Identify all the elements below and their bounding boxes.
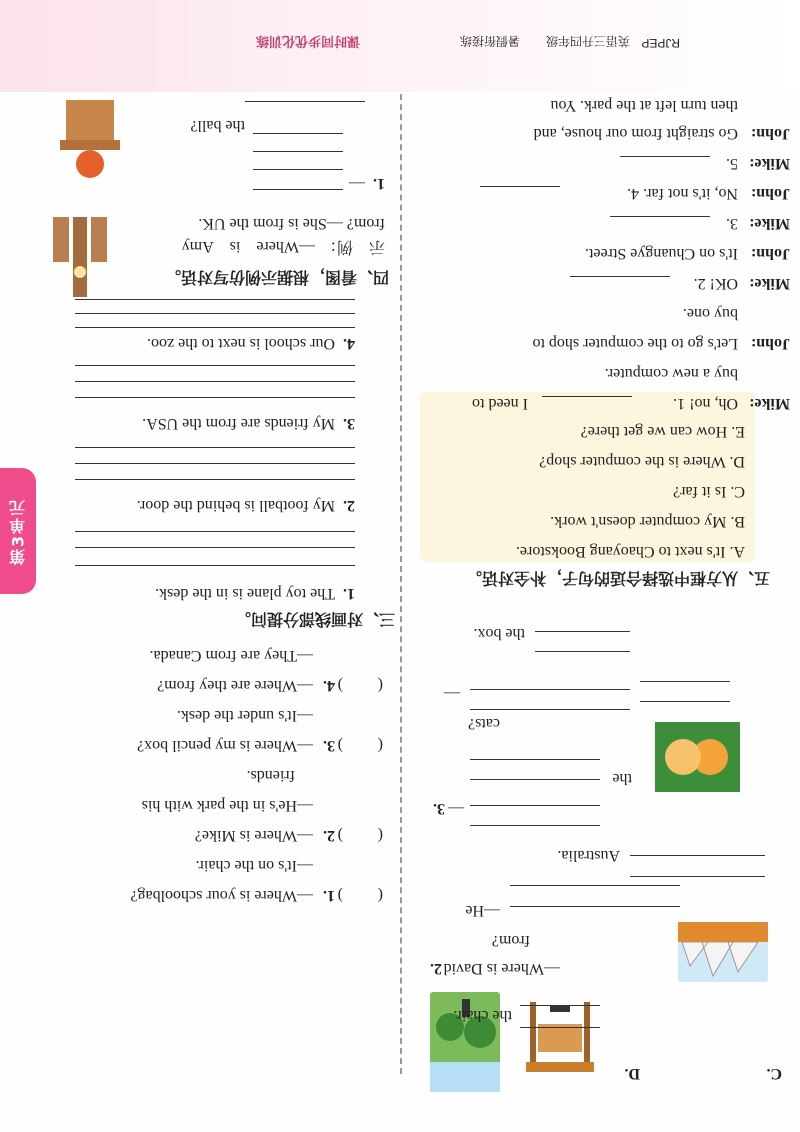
choice-number: 2.	[323, 827, 335, 844]
answer-line[interactable]	[630, 876, 765, 877]
option-a: A. It's next to Chaoyang Bookstore.	[515, 543, 745, 560]
column-divider	[400, 74, 402, 1074]
dialogue-speaker: John:	[750, 245, 790, 262]
item3-the: the	[612, 770, 632, 787]
choice-number: 4.	[323, 677, 335, 694]
answer-line[interactable]	[630, 855, 765, 856]
answer-line[interactable]	[542, 396, 632, 397]
dialogue-line: Go straight from our house, and	[533, 125, 738, 142]
desk-picture	[520, 992, 600, 1092]
option-e: E. How can we get there?	[580, 423, 745, 440]
item3-dash: —	[448, 800, 464, 817]
item3-number: 3.	[433, 800, 445, 817]
answer-line[interactable]	[470, 779, 600, 780]
answer-line[interactable]	[253, 133, 343, 134]
answer-line[interactable]	[510, 885, 680, 886]
option-c: C. Is it far?	[673, 483, 745, 500]
dialogue-line: 3.	[726, 215, 738, 232]
choice-paren: (	[377, 827, 383, 844]
dialogue-speaker: Mike:	[749, 155, 790, 172]
choice-number: 3.	[323, 737, 335, 754]
item2-answer-he: —He	[465, 902, 500, 919]
answer-line[interactable]	[75, 365, 355, 366]
example-line1: —Where is Amy	[181, 238, 315, 255]
s3-item-text: My friends are from the USA.	[142, 415, 335, 432]
answer-line[interactable]	[620, 156, 710, 157]
choice-answer: —He's in the park with his	[141, 797, 313, 814]
dialogue-line-cont: then turn left at the park. You	[550, 97, 738, 114]
choice-paren-close: )	[337, 827, 343, 844]
choice-answer-cont: friends.	[246, 767, 295, 784]
choice-paren: (	[377, 677, 383, 694]
answer-line[interactable]	[510, 906, 680, 907]
answer-line[interactable]	[75, 313, 355, 314]
s4-item-dash: —	[349, 175, 365, 192]
answer-line[interactable]	[253, 169, 343, 170]
answer-line[interactable]	[75, 299, 355, 300]
right-column	[0, 0, 395, 1132]
footer-subject: 英语三升四年级	[545, 34, 630, 48]
s4-item-tail: the ball?	[190, 117, 245, 134]
choice-number: 1.	[323, 887, 335, 904]
choice-question: —Where is Mike?	[194, 827, 313, 844]
answer-line[interactable]	[253, 189, 343, 190]
left-item1-tail: the chair.	[453, 1007, 512, 1024]
choice-question: —Where is your schoolbag?	[130, 887, 313, 904]
dialogue-speaker: John:	[750, 125, 790, 142]
item3-answer-dash: —	[444, 685, 460, 702]
dialogue-speaker: Mike:	[749, 275, 790, 292]
item2-answer-country: Australia.	[557, 847, 620, 864]
option-b: B. My computer doesn't work.	[550, 513, 745, 530]
cats-in-box-picture	[650, 717, 745, 802]
answer-line[interactable]	[470, 709, 630, 710]
option-c-label: C.	[766, 1065, 782, 1082]
choice-answer: —They are from Canada.	[149, 647, 313, 664]
dialogue-line-cont: buy one.	[682, 305, 738, 322]
item3-cats: cats?	[468, 715, 500, 732]
s3-item-number: 4.	[343, 335, 355, 352]
answer-line[interactable]	[470, 805, 600, 806]
dialogue-line: OK! 2.	[693, 275, 738, 292]
answer-line[interactable]	[640, 681, 730, 682]
s3-item-number: 3.	[343, 415, 355, 432]
s3-item-text: My football is behind the door.	[136, 497, 335, 514]
dialogue-speaker: John:	[750, 185, 790, 202]
answer-line[interactable]	[535, 631, 630, 632]
option-d-label: D.	[624, 1065, 640, 1082]
answer-line[interactable]	[75, 565, 355, 566]
answer-line[interactable]	[535, 651, 630, 652]
example-label: 示 例：	[320, 238, 385, 255]
choice-question: —Where is my pencil box?	[137, 737, 313, 754]
section3-title: 三、对画线部分提问。	[234, 610, 395, 629]
dialogue-line: No, it's not far. 4.	[627, 185, 738, 202]
dialogue-line: It's on Chuangye Street.	[584, 245, 738, 262]
answer-line[interactable]	[75, 463, 355, 464]
dialogue-line-cont: buy a new computer.	[604, 365, 738, 382]
page-footer	[0, 0, 800, 92]
s3-item-text: The toy plane is in the desk.	[155, 585, 335, 602]
choice-paren-close: )	[337, 737, 343, 754]
answer-line[interactable]	[520, 1005, 600, 1006]
sydney-opera-house-picture	[678, 922, 768, 982]
item2-question-end: from?	[491, 932, 530, 949]
big-ben-picture	[45, 212, 115, 302]
s4-item-number: 1.	[373, 175, 385, 192]
left-column	[405, 0, 800, 1132]
footer-edition: RJPEP	[641, 36, 680, 50]
section4-title: 四、看图，根据示例仿写对话。	[164, 268, 389, 287]
answer-line[interactable]	[245, 101, 365, 102]
answer-line[interactable]	[75, 547, 355, 548]
footer-series: 课时同步优化训练	[255, 33, 360, 48]
answer-line[interactable]	[75, 397, 355, 398]
choice-answer: —It's on the chair.	[195, 857, 313, 874]
choice-answer: —It's under the desk.	[176, 707, 313, 724]
choice-paren: (	[377, 737, 383, 754]
unit-tab: 第3单元	[0, 468, 36, 594]
answer-line[interactable]	[253, 151, 343, 152]
desk-with-ball-picture	[50, 92, 130, 182]
choice-question: —Where are they from?	[157, 677, 313, 694]
dialogue-line-tail: I need to	[472, 395, 528, 412]
answer-line[interactable]	[75, 381, 355, 382]
section5-title: 五、从方框中选择合适的句子，补全对话。	[465, 569, 770, 588]
choice-paren: (	[377, 887, 383, 904]
answer-line[interactable]	[75, 479, 355, 480]
item2-number: 2.	[430, 960, 442, 977]
s3-item-number: 2.	[343, 497, 355, 514]
answer-line[interactable]	[520, 1027, 600, 1028]
answer-line[interactable]	[610, 216, 710, 217]
example-line2: from? —She is from the UK.	[198, 215, 385, 232]
option-d: D. Where is the computer shop?	[539, 453, 745, 470]
answer-line[interactable]	[75, 447, 355, 448]
item3-answer-box: the box.	[473, 625, 525, 642]
answer-line[interactable]	[640, 701, 730, 702]
dialogue-speaker: Mike:	[749, 395, 790, 412]
s3-item-number: 1.	[343, 585, 355, 602]
s3-item-text: Our school is next to the zoo.	[147, 335, 335, 352]
answer-line[interactable]	[75, 327, 355, 328]
footer-sub: 暑假衔接练	[459, 34, 520, 48]
dialogue-line: Let's go to the computer shop to	[532, 335, 738, 352]
choice-paren-close: )	[337, 887, 343, 904]
answer-line[interactable]	[480, 186, 560, 187]
choice-paren-close: )	[337, 677, 343, 694]
dialogue-speaker: Mike:	[749, 215, 790, 232]
answer-line[interactable]	[75, 531, 355, 532]
answer-line[interactable]	[470, 825, 600, 826]
item2-question: —Where is David	[443, 960, 560, 977]
dialogue-speaker: John:	[750, 335, 790, 352]
answer-line[interactable]	[470, 689, 630, 690]
options-box	[420, 392, 755, 562]
answer-line[interactable]	[570, 276, 670, 277]
answer-line[interactable]	[470, 759, 600, 760]
dialogue-line: 5.	[726, 155, 738, 172]
dialogue-line: Oh, no! 1.	[673, 395, 738, 412]
